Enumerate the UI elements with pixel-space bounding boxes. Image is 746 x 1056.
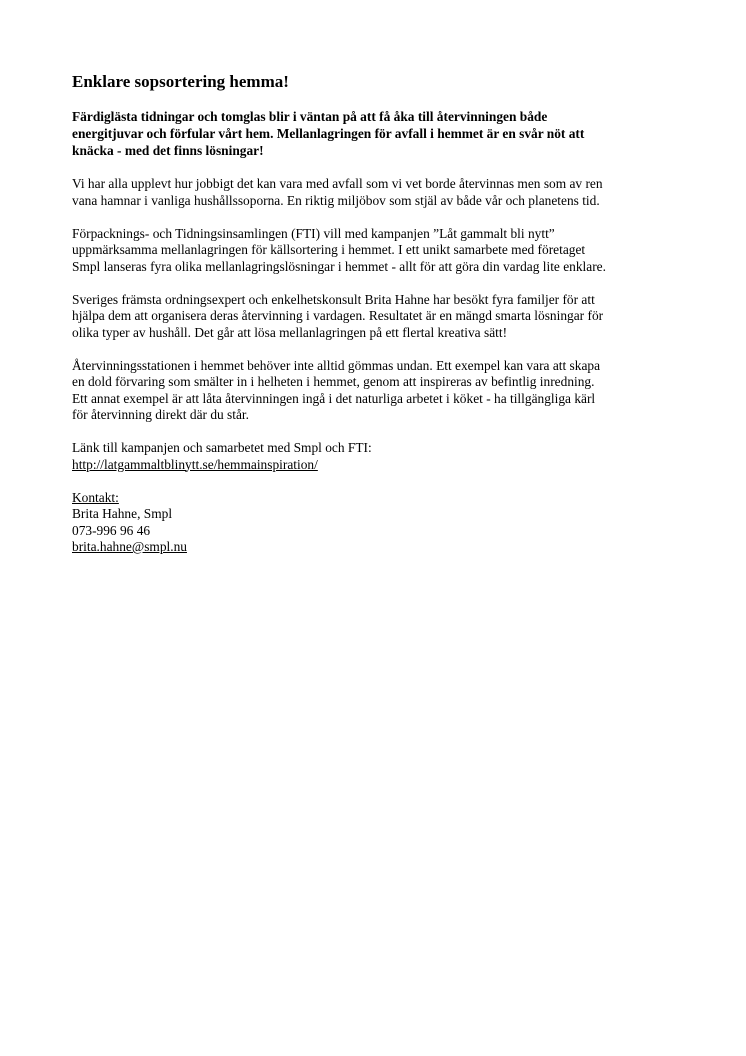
paragraph-line: vana hamnar i vanliga hushållssoporna. En riktig miljöbov som stjäl av både vår och planetens tid. [72,192,600,208]
paragraph-line: Återvinningsstationen i hemmet behöver inte alltid gömmas undan. Ett exempel kan vara att skapa [72,357,601,373]
contact-phone: 073-996 96 46 [72,522,151,538]
paragraph-examples [72,358,672,424]
paragraph-intro [72,176,672,209]
lead-line: Färdiglästa tidningar och tomglas blir i väntan på att få åka till återvinningen både [72,109,548,124]
link-intro: Länk till kampanjen och samarbetet med Smpl och FTI: [72,440,372,455]
document-page [72,72,672,556]
paragraph-line: för återvinning direkt där du står. [72,407,250,422]
contact-email-link[interactable]: brita.hahne@smpl.nu [72,539,187,554]
contact-block [72,490,672,556]
article-lead [72,108,672,159]
contact-name: Brita Hahne, Smpl [72,506,173,521]
paragraph-campaign [72,226,672,276]
lead-line: energitjuvar och förfular vårt hem. Mellanlagringen för avfall i hemmet är en svår nöt att [72,126,585,141]
paragraph-link [72,440,672,473]
paragraph-expert [72,292,672,342]
paragraph-line: olika typer av hushåll. Det går att lösa mellanlagringen på ett flertal kreativa sätt! [72,324,508,340]
paragraph-line: Sveriges främsta ordningsexpert och enkelhetskonsult Brita Hahne har besökt fyra familjer för att [72,291,595,307]
paragraph-line: en dold förvaring som smälter in i helheten i hemmet, genom att inspireras av befintlig inredning. [72,374,595,389]
lead-line: knäcka - med det finns lösningar! [72,143,264,158]
article-title: Enklare sopsortering hemma! [72,72,289,91]
paragraph-line: hjälpa dem att organisera deras återvinning i vardagen. Resultatet är en mängd smarta lösningar för [72,308,604,323]
paragraph-line: Smpl lanseras fyra olika mellanlagringslösningar i hemmet - allt för att göra din vardag lite enklare. [72,258,606,274]
contact-heading: Kontakt: [72,489,119,505]
paragraph-line: uppmärksamma mellanlagringen för källsortering i hemmet. I ett unikt samarbete med företaget [72,242,586,257]
paragraph-line: Ett annat exempel är att låta återvinningen ingå i det naturliga arbetet i köket - ha tillgängliga kärl [72,390,596,406]
campaign-link[interactable]: http://latgammaltblinytt.se/hemmainspiration/ [72,456,318,472]
paragraph-line: Förpacknings- och Tidningsinsamlingen (FTI) vill med kampanjen ”Låt gammalt bli nytt” [72,225,555,241]
paragraph-line: Vi har alla upplevt hur jobbigt det kan vara med avfall som vi vet borde återvinnas men som av ren [72,176,603,191]
